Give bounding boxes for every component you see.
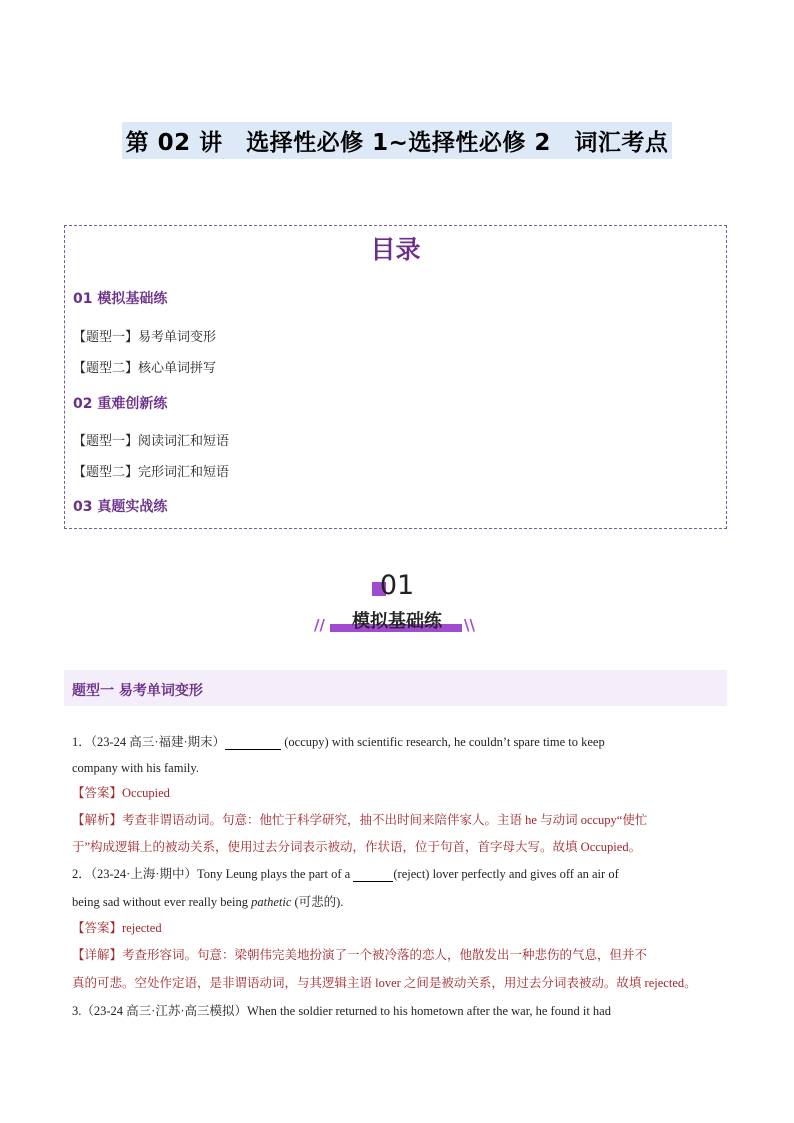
page-title	[0, 122, 794, 159]
question-1-line-2: company with his family.	[72, 761, 199, 775]
question-2-italic-word: pathetic	[251, 895, 292, 909]
analysis-tag: 【解析】	[72, 813, 123, 827]
question-1-analysis-line-2: 于”构成逻辑上的被动关系，使用过去分词表示被动，作状语，位于句首，首字母大写。故填 Occupied。	[72, 840, 642, 854]
toc-item-2-1[interactable]: 【题型一】阅读词汇和短语	[73, 434, 230, 449]
question-2-line-2-pre: being sad without ever really being	[72, 895, 252, 909]
question-2-analysis-line-1	[72, 947, 732, 963]
answer-value: rejected	[122, 921, 162, 935]
question-2-text: (reject) lover perfectly and gives off an air of	[393, 867, 619, 881]
question-3-line-1: 3.（23-24 高三·江苏·高三模拟）When the soldier returned to his hometown after the war, he found it had	[72, 1004, 611, 1018]
answer-tag: 【答案】	[72, 921, 123, 935]
question-2-line-1	[72, 866, 732, 882]
question-1-text: (occupy) with scientific research, he couldn’t spare time to keep	[281, 735, 605, 749]
part-label: 模拟基础练	[352, 611, 442, 632]
analysis-text: 考查非谓语动词。句意：他忙于科学研究，抽不出时间来陪伴家人。主语 he 与动词 occupy“使忙	[122, 813, 648, 827]
question-2-blank	[353, 869, 393, 882]
question-1-analysis-line-1	[72, 812, 732, 828]
toc-section-1[interactable]: 01 模拟基础练	[73, 291, 168, 307]
question-1-line-1	[72, 734, 732, 750]
answer-value: Occupied	[122, 786, 170, 800]
analysis-text: 考查形容词。句意：梁朝伟完美地扮演了一个被冷落的恋人，他散发出一种悲伤的气息，但并不	[122, 948, 648, 962]
question-1-answer	[72, 785, 732, 801]
toc-item-1-2[interactable]: 【题型二】核心单词拼写	[73, 361, 217, 376]
question-2-analysis-line-2: 真的可悲。空处作定语，是非谓语动词，与其逻辑主语 lover 之间是被动关系，用过去分词表被动。故填 rejected。	[72, 976, 697, 990]
page-title-text: 第 02 讲 选择性必修 1~选择性必修 2 词汇考点	[122, 122, 673, 159]
table-of-contents	[64, 225, 727, 529]
answer-tag: 【答案】	[72, 786, 123, 800]
part-number: 01	[379, 570, 415, 601]
toc-section-3[interactable]: 03 真题实战练	[73, 499, 168, 515]
toc-section-2[interactable]: 02 重难创新练	[73, 396, 168, 412]
slash-right-decoration: \\	[464, 616, 475, 634]
question-1-prefix: 1．（23-24 高三·福建·期末）	[72, 735, 226, 749]
section-heading: 题型一 易考单词变形	[72, 683, 203, 699]
question-2-prefix: 2．（23-24·上海·期中）Tony Leung plays the part of a	[72, 867, 351, 881]
question-2-line-2	[72, 894, 732, 910]
toc-item-2-2[interactable]: 【题型二】完形词汇和短语	[73, 465, 230, 480]
question-2-answer	[72, 920, 732, 936]
question-2-line-2-post: (可悲的).	[291, 895, 344, 909]
question-1-blank	[225, 737, 281, 750]
slash-left-decoration: //	[314, 616, 325, 634]
analysis-tag: 【详解】	[72, 948, 123, 962]
toc-item-1-1[interactable]: 【题型一】易考单词变形	[73, 330, 217, 345]
toc-heading: 目录	[370, 235, 421, 264]
